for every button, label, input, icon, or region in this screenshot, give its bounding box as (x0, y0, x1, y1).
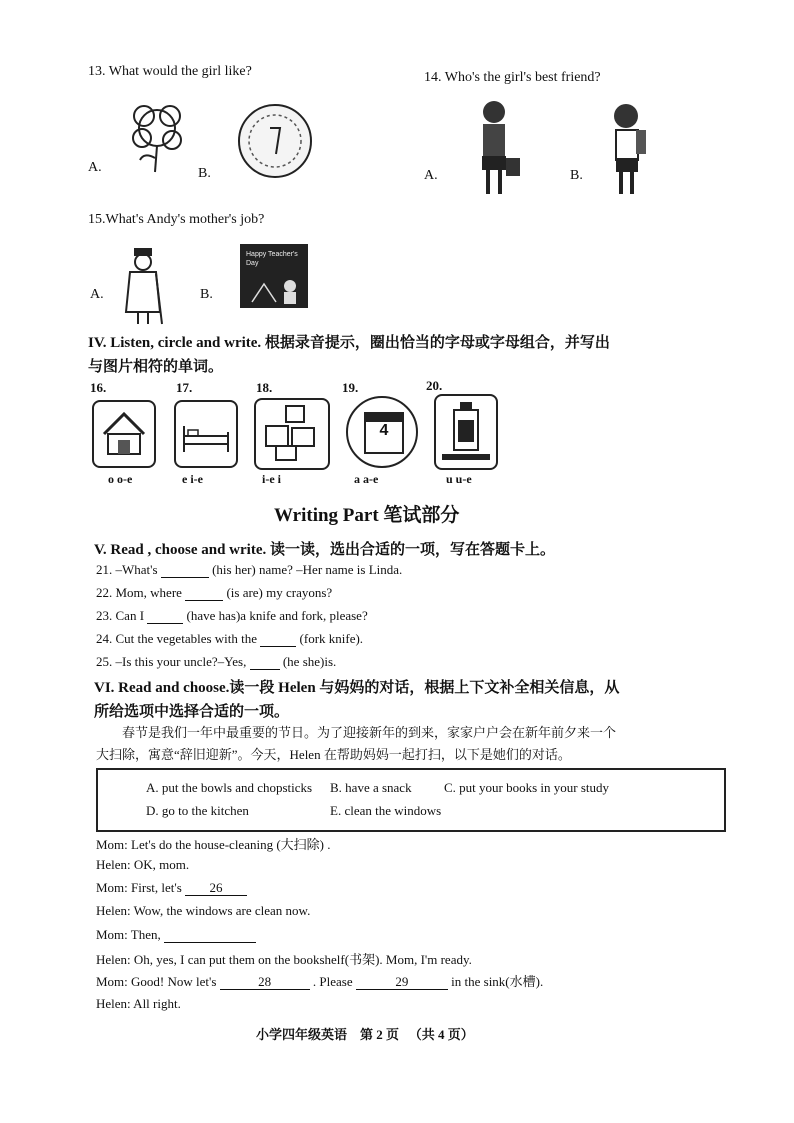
bed-card (174, 400, 238, 468)
ice-cubes-card (254, 398, 330, 470)
q24-prompt: 24. Cut the vegetables with the (96, 631, 258, 646)
item16-letters[interactable]: o o-e (108, 472, 133, 486)
calendar-number: 4 (379, 422, 389, 439)
blank-26[interactable]: 26 (185, 881, 247, 896)
q25-line (96, 654, 336, 670)
option-d: D. go to the kitchen (146, 803, 249, 818)
q14-option-b[interactable]: B. (570, 168, 583, 183)
q24-line (96, 631, 363, 647)
section4-title: IV. Listen, circle and write. 根据录音提示，圈出恰当的字母或字母组合，并写出 (88, 335, 610, 351)
item17-letters[interactable]: e i-e (182, 472, 203, 486)
q21-blank[interactable] (161, 563, 209, 578)
item18-letters[interactable]: i-e i (262, 472, 281, 486)
dialogue-line-8: Helen: All right. (96, 996, 181, 1011)
section6-title: VI. Read and choose.读一段 Helen 与妈妈的对话，根据上下文补全相关信息，从 (94, 680, 620, 696)
dialogue-line-3-text: Mom: First, let's (96, 880, 182, 895)
q15-question: 15.What's Andy's mother's job? (88, 212, 265, 227)
options-box (96, 768, 726, 832)
option-c: C. put your books in your study (444, 780, 610, 795)
page-footer: 小学四年级英语 第 2 页 （共 4 页） (256, 1027, 474, 1042)
dialogue-line-5 (96, 927, 256, 943)
house-card (92, 400, 156, 468)
blank-28[interactable]: 28 (220, 975, 310, 990)
glue-tube-icon (436, 396, 496, 468)
blank-27[interactable] (164, 928, 256, 943)
q21-prompt: 21. –What's (96, 562, 158, 577)
ice-cubes-icon (256, 400, 328, 468)
nurse-picture (118, 244, 170, 326)
dialogue-line-1: Mom: Let's do the house-cleaning (大扫除) . (96, 837, 331, 852)
q14-question: 14. Who's the girl's best friend? (424, 70, 601, 85)
bed-icon (176, 402, 236, 466)
blackboard-text: Happy Teacher's Day (246, 251, 298, 267)
item20-number: 20. (426, 378, 443, 393)
q22-line (96, 585, 332, 601)
dialogue-line-7 (96, 971, 543, 990)
q25-blank[interactable] (250, 655, 280, 670)
item18-number: 18. (256, 380, 273, 395)
tube-card (434, 394, 498, 470)
section4-title-cont: 与图片相符的单词。 (88, 359, 224, 375)
cake-picture (236, 102, 314, 180)
item16-number: 16. (90, 380, 107, 395)
q25-rest: (he she)is. (282, 654, 337, 669)
dialogue-line-2: Helen: OK, mom. (96, 857, 190, 872)
q23-line (96, 608, 368, 624)
item20-letters[interactable]: u u-e (446, 472, 472, 486)
house-icon (94, 402, 154, 466)
teacher-figure-icon (248, 272, 302, 306)
dialogue-line-6: Helen: Oh, yes, I can put them on the bookshelf(书架). Mom, I'm ready. (96, 952, 472, 967)
intro-paragraph-line1: 春节是我们一年中最重要的节日。为了迎接新年的到来，家家户户会在新年前夕来一个 (122, 725, 617, 740)
calendar-icon (364, 412, 404, 454)
writing-part-title: Writing Part 笔试部分 (274, 505, 460, 526)
dialogue-line-7-start: Mom: Good! Now let's (96, 974, 217, 989)
girl-with-bag-picture (470, 96, 526, 200)
teachers-day-blackboard (240, 244, 308, 308)
dialogue-line-3 (96, 880, 247, 896)
q21-rest: (his her) name? –Her name is Linda. (212, 562, 403, 577)
q24-blank[interactable] (260, 632, 296, 647)
q21-line (96, 562, 402, 578)
item19-number: 19. (342, 380, 359, 395)
option-b: B. have a snack (330, 780, 412, 795)
q15-option-b[interactable]: B. (200, 287, 213, 302)
q23-blank[interactable] (147, 609, 183, 624)
option-a: A. put the bowls and chopsticks (146, 780, 313, 795)
q24-rest: (fork knife). (299, 631, 364, 646)
q13-question: 13. What would the girl like? (88, 64, 252, 79)
flower-picture (122, 94, 192, 174)
dialogue-line-4: Helen: Wow, the windows are clean now. (96, 903, 311, 918)
option-e: E. clean the windows (330, 803, 442, 818)
q23-rest: (have has)a knife and fork, please? (186, 608, 368, 623)
dialogue-line-7-end: in the sink(水槽). (451, 974, 544, 989)
intro-paragraph-line2: 大扫除，寓意“辞旧迎新”。今天，Helen 在帮助妈妈一起打扫，以下是她们的对话。 (96, 747, 571, 762)
q22-rest: (is are) my crayons? (226, 585, 333, 600)
q14-option-a[interactable]: A. (424, 168, 438, 183)
section6-title-cont: 所给选项中选择合适的一项。 (94, 704, 290, 720)
q22-blank[interactable] (185, 586, 223, 601)
section5-title: V. Read , choose and write. 读一读，选出合适的一项，写在答题卡上。 (94, 542, 555, 558)
dialogue-line-5-text: Mom: Then, (96, 927, 161, 942)
q25-prompt: 25. –Is this your uncle?–Yes, (96, 654, 247, 669)
blank-29[interactable]: 29 (356, 975, 448, 990)
q15-option-a[interactable]: A. (90, 287, 104, 302)
q13-option-b[interactable]: B. (198, 166, 211, 181)
girl-with-backpack-picture (604, 100, 652, 198)
q23-prompt: 23. Can I (96, 608, 145, 623)
q22-prompt: 22. Mom, where (96, 585, 182, 600)
item17-number: 17. (176, 380, 193, 395)
q13-option-a[interactable]: A. (88, 160, 102, 175)
dialogue-line-7-mid: . Please (312, 974, 353, 989)
item19-letters[interactable]: a a-e (354, 472, 379, 486)
calendar-card (346, 396, 418, 468)
